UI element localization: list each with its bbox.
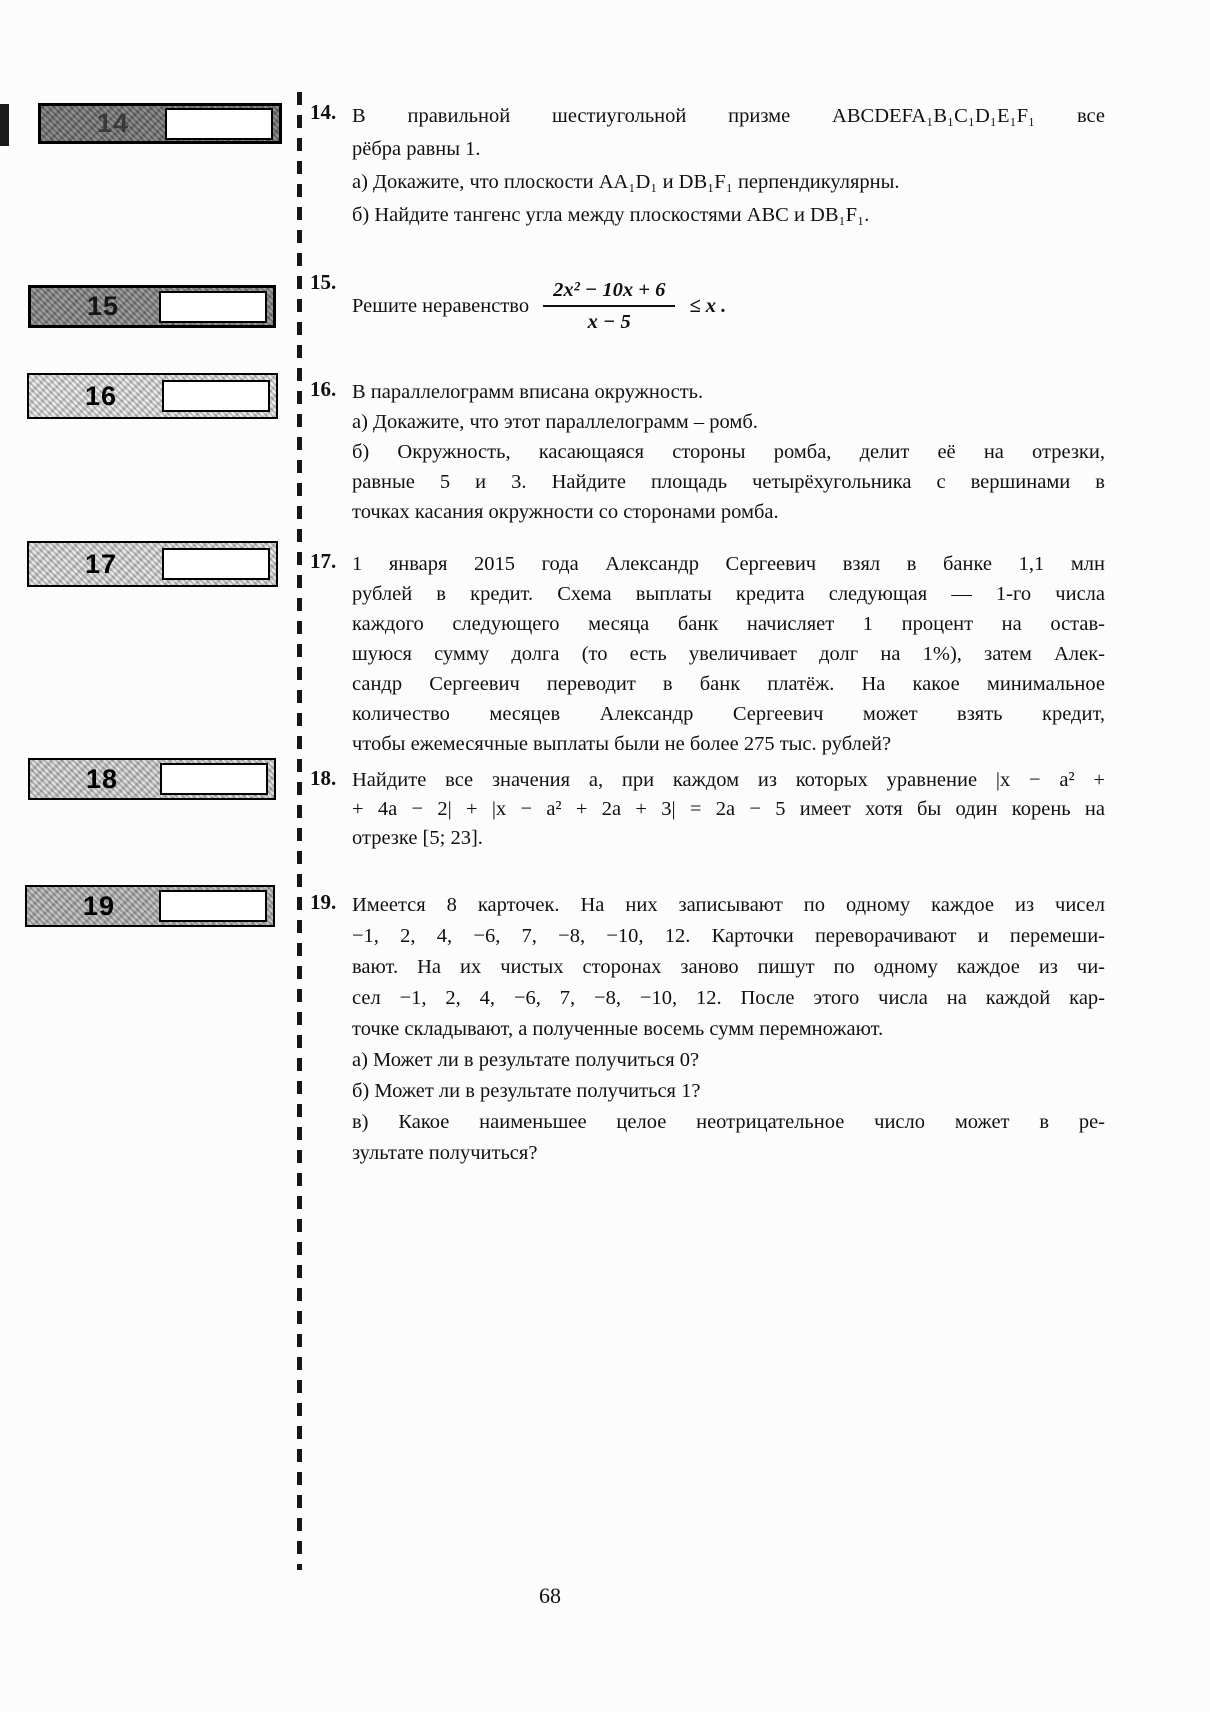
problem-number: 16.	[310, 377, 337, 401]
problem-line: 1 января 2015 года Александр Сергеевич взял в банке 1,1 млн	[352, 553, 1105, 575]
answer-box-number: 14	[97, 108, 130, 138]
problem-number: 15.	[310, 270, 337, 294]
problem-17	[310, 549, 1105, 759]
problem-line: каждого следующего месяца банк начисляет 1 процент на остав-	[352, 613, 1105, 635]
problem-number: 18.	[310, 766, 337, 790]
problem-line: а) Докажите, что этот параллелограмм – ромб.	[352, 411, 758, 433]
fraction	[543, 278, 675, 334]
answer-slot[interactable]	[159, 890, 267, 922]
answer-box-19	[25, 885, 275, 927]
problem-line: равные 5 и 3. Найдите площадь четырёхугольника с вершинами в	[352, 471, 1105, 493]
scan-artifact	[0, 104, 9, 146]
problem-line: + 4a − 2| + |x − a² + 2a + 3| = 2a − 5 имеет хотя бы один корень на	[352, 798, 1105, 820]
fraction-denominator: x − 5	[587, 311, 631, 333]
page-number: 68	[539, 1583, 561, 1608]
answer-box-number: 15	[87, 291, 120, 321]
problem-text	[352, 549, 1105, 759]
problem-line: Имеется 8 карточек. На них записывают по одному каждое из чисел	[352, 894, 1105, 916]
problem-line: отрезке [5; 23].	[352, 827, 483, 849]
answer-box-17	[27, 541, 278, 587]
problem-line: В параллелограмм вписана окружность.	[352, 381, 704, 403]
answer-box-number: 16	[85, 380, 118, 411]
dashed-divider	[297, 92, 302, 1570]
problem-16	[310, 377, 1105, 527]
problem-15	[310, 270, 1105, 342]
answer-box-14	[38, 103, 282, 144]
problem-text	[352, 890, 1105, 1169]
problem-text	[352, 766, 1105, 853]
answer-box-number: 19	[83, 890, 116, 921]
problem-text	[352, 100, 1105, 232]
answer-box-16	[27, 373, 278, 419]
problem-line: точке складывают, а полученные восемь сумм перемножают.	[352, 1018, 884, 1040]
problem-line: вают. На их чистых сторонах заново пишут по одному каждое из чи-	[352, 956, 1105, 978]
answer-box-number: 18	[86, 763, 119, 794]
problem-line: чтобы ежемесячные выплаты были не более 275 тыс. рублей?	[352, 733, 892, 755]
problem-line: сандр Сергеевич переводит в банк платёж. На какое минимальное	[352, 673, 1105, 695]
problem-number: 17.	[310, 549, 337, 573]
answer-slot[interactable]	[159, 291, 267, 323]
problem-14	[310, 100, 1105, 232]
problem-19	[310, 890, 1105, 1169]
answer-slot[interactable]	[165, 108, 273, 140]
problem-line: В правильной шестиугольной призме ABCDEFA₁B₁C₁D₁E₁F₁ все	[352, 105, 1105, 127]
problem-line: а) Может ли в результате получиться 0?	[352, 1049, 700, 1071]
answer-box-number: 17	[85, 548, 118, 579]
problem-line: рёбра равны 1.	[352, 138, 481, 160]
problem-line: рублей в кредит. Схема выплаты кредита следующая — 1-го числа	[352, 583, 1105, 605]
answer-box-15	[28, 285, 276, 328]
problem-line: зультате получиться?	[352, 1142, 538, 1164]
problem-line: Найдите все значения a, при каждом из которых уравнение |x − a² +	[352, 769, 1105, 791]
problem-text	[352, 270, 1105, 342]
problem-line: а) Докажите, что плоскости AA₁D₁ и DB₁F₁ перпендикулярны.	[352, 171, 900, 193]
problem-number: 19.	[310, 890, 337, 914]
formula-suffix: ≤ x .	[689, 295, 727, 317]
problem-line: точках касания окружности со сторонами ромба.	[352, 501, 779, 523]
problem-line: шуюся сумму долга (то есть увеличивает долг на 1%), затем Алек-	[352, 643, 1105, 665]
problem-line: в) Какое наименьшее целое неотрицательное число может в ре-	[352, 1111, 1105, 1133]
fraction-numerator: 2x² − 10x + 6	[543, 278, 675, 307]
answer-slot[interactable]	[162, 548, 270, 580]
problem-number: 14.	[310, 100, 337, 124]
problem-line: сел −1, 2, 4, −6, 7, −8, −10, 12. После этого числа на каждой кар-	[352, 987, 1105, 1009]
problem-line: б) Найдите тангенс угла между плоскостями ABC и DB₁F₁.	[352, 204, 870, 226]
answer-slot[interactable]	[160, 763, 268, 795]
answer-box-18	[28, 758, 276, 800]
problem-line: б) Окружность, касающаяся стороны ромба, делит её на отрезки,	[352, 441, 1105, 463]
problem-line: б) Может ли в результате получиться 1?	[352, 1080, 701, 1102]
answer-slot[interactable]	[162, 380, 270, 412]
problem-18	[310, 766, 1105, 853]
problem-line: количество месяцев Александр Сергеевич может взять кредит,	[352, 703, 1105, 725]
problem-line: −1, 2, 4, −6, 7, −8, −10, 12. Карточки переворачивают и перемеши-	[352, 925, 1105, 947]
problem-text	[352, 377, 1105, 527]
formula-prefix: Решите неравенство	[352, 295, 530, 317]
